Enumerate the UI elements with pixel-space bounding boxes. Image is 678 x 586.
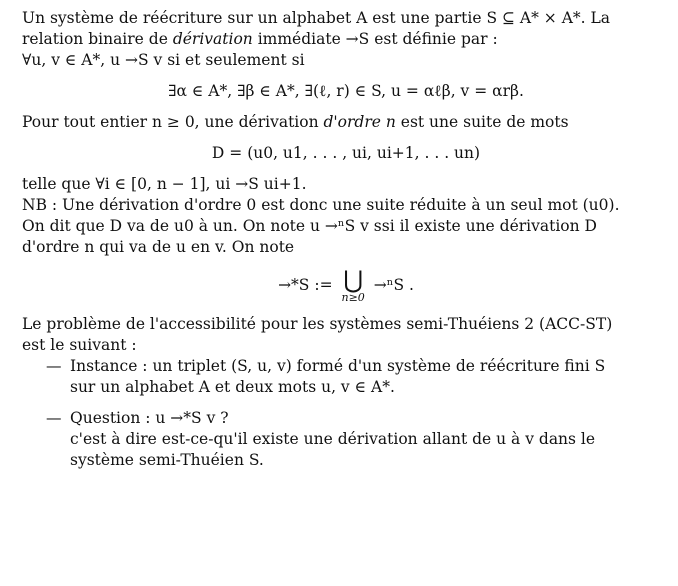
formula-star-lhs: →*S := bbox=[278, 276, 333, 294]
paragraph-1-line-2 bbox=[22, 29, 670, 50]
spacer bbox=[22, 164, 670, 174]
question-line-2: c'est à dire est-ce-qu'il existe une dérivation allant de u à v dans le bbox=[70, 430, 596, 448]
list-dash: — bbox=[46, 357, 62, 375]
document-body bbox=[22, 8, 670, 471]
formula-derivation-sequence: D = (u0, u1, . . . , ui, ui+1, . . . un) bbox=[211, 144, 481, 162]
paragraph-4-line-2: est le suivant : bbox=[22, 336, 137, 354]
list-dash: — bbox=[46, 409, 62, 427]
derivation-term: dérivation bbox=[172, 30, 253, 48]
spacer bbox=[22, 398, 670, 408]
instance-line-2: sur un alphabet A et deux mots u, v ∈ A*. bbox=[70, 378, 395, 396]
formula-star-rhs: →ⁿS . bbox=[373, 276, 414, 294]
paragraph-1-line-2-pre: relation binaire de bbox=[22, 30, 173, 48]
order-term: d'ordre n bbox=[323, 113, 396, 131]
paragraph-3-line-4: d'ordre n qui va de u en v. On note bbox=[22, 238, 295, 256]
union-subscript: n≥0 bbox=[341, 291, 365, 304]
paragraph-2 bbox=[22, 112, 670, 133]
list-item-instance bbox=[22, 356, 670, 398]
list-item-question bbox=[22, 408, 670, 471]
paragraph-1-line-3: ∀u, v ∈ A*, u →S v si et seulement si bbox=[22, 51, 305, 69]
spacer bbox=[22, 102, 670, 112]
paragraph-2-pre: Pour tout entier n ≥ 0, une dérivation bbox=[22, 113, 324, 131]
spacer bbox=[22, 133, 670, 143]
paragraph-3-line-3: On dit que D va de u0 à un. On note u →ⁿS v ssi il existe une dérivation D bbox=[22, 217, 597, 235]
paragraph-4-line-1: Le problème de l'accessibilité pour les systèmes semi-Thuéiens 2 (ACC-ST) bbox=[22, 315, 613, 333]
question-line-3: système semi-Thuéien S. bbox=[70, 451, 264, 469]
paragraph-1-line-1: Un système de réécriture sur un alphabet A est une partie S ⊆ A* × A*. La bbox=[22, 9, 611, 27]
formula-star-relation bbox=[22, 268, 670, 304]
spacer bbox=[22, 304, 670, 314]
spacer bbox=[22, 71, 670, 81]
question-line-1: Question : u →*S v ? bbox=[70, 409, 229, 427]
paragraph-1-line-2-post: immédiate →S est définie par : bbox=[252, 30, 498, 48]
paragraph-3-line-1: telle que ∀i ∈ [0, n − 1], ui →S ui+1. bbox=[22, 175, 307, 193]
union-symbol: ⋃ bbox=[343, 266, 363, 294]
paragraph-3-line-2: NB : Une dérivation d'ordre 0 est donc une suite réduite à un seul mot (u0). bbox=[22, 196, 620, 214]
formula-derivation-condition: ∃α ∈ A*, ∃β ∈ A*, ∃(ℓ, r) ∈ S, u = αℓβ, v = αrβ. bbox=[168, 82, 524, 100]
instance-line-1: Instance : un triplet (S, u, v) formé d'un système de réécriture fini S bbox=[70, 357, 606, 375]
paragraph-2-post: est une suite de mots bbox=[395, 113, 569, 131]
union-operator bbox=[342, 268, 365, 304]
